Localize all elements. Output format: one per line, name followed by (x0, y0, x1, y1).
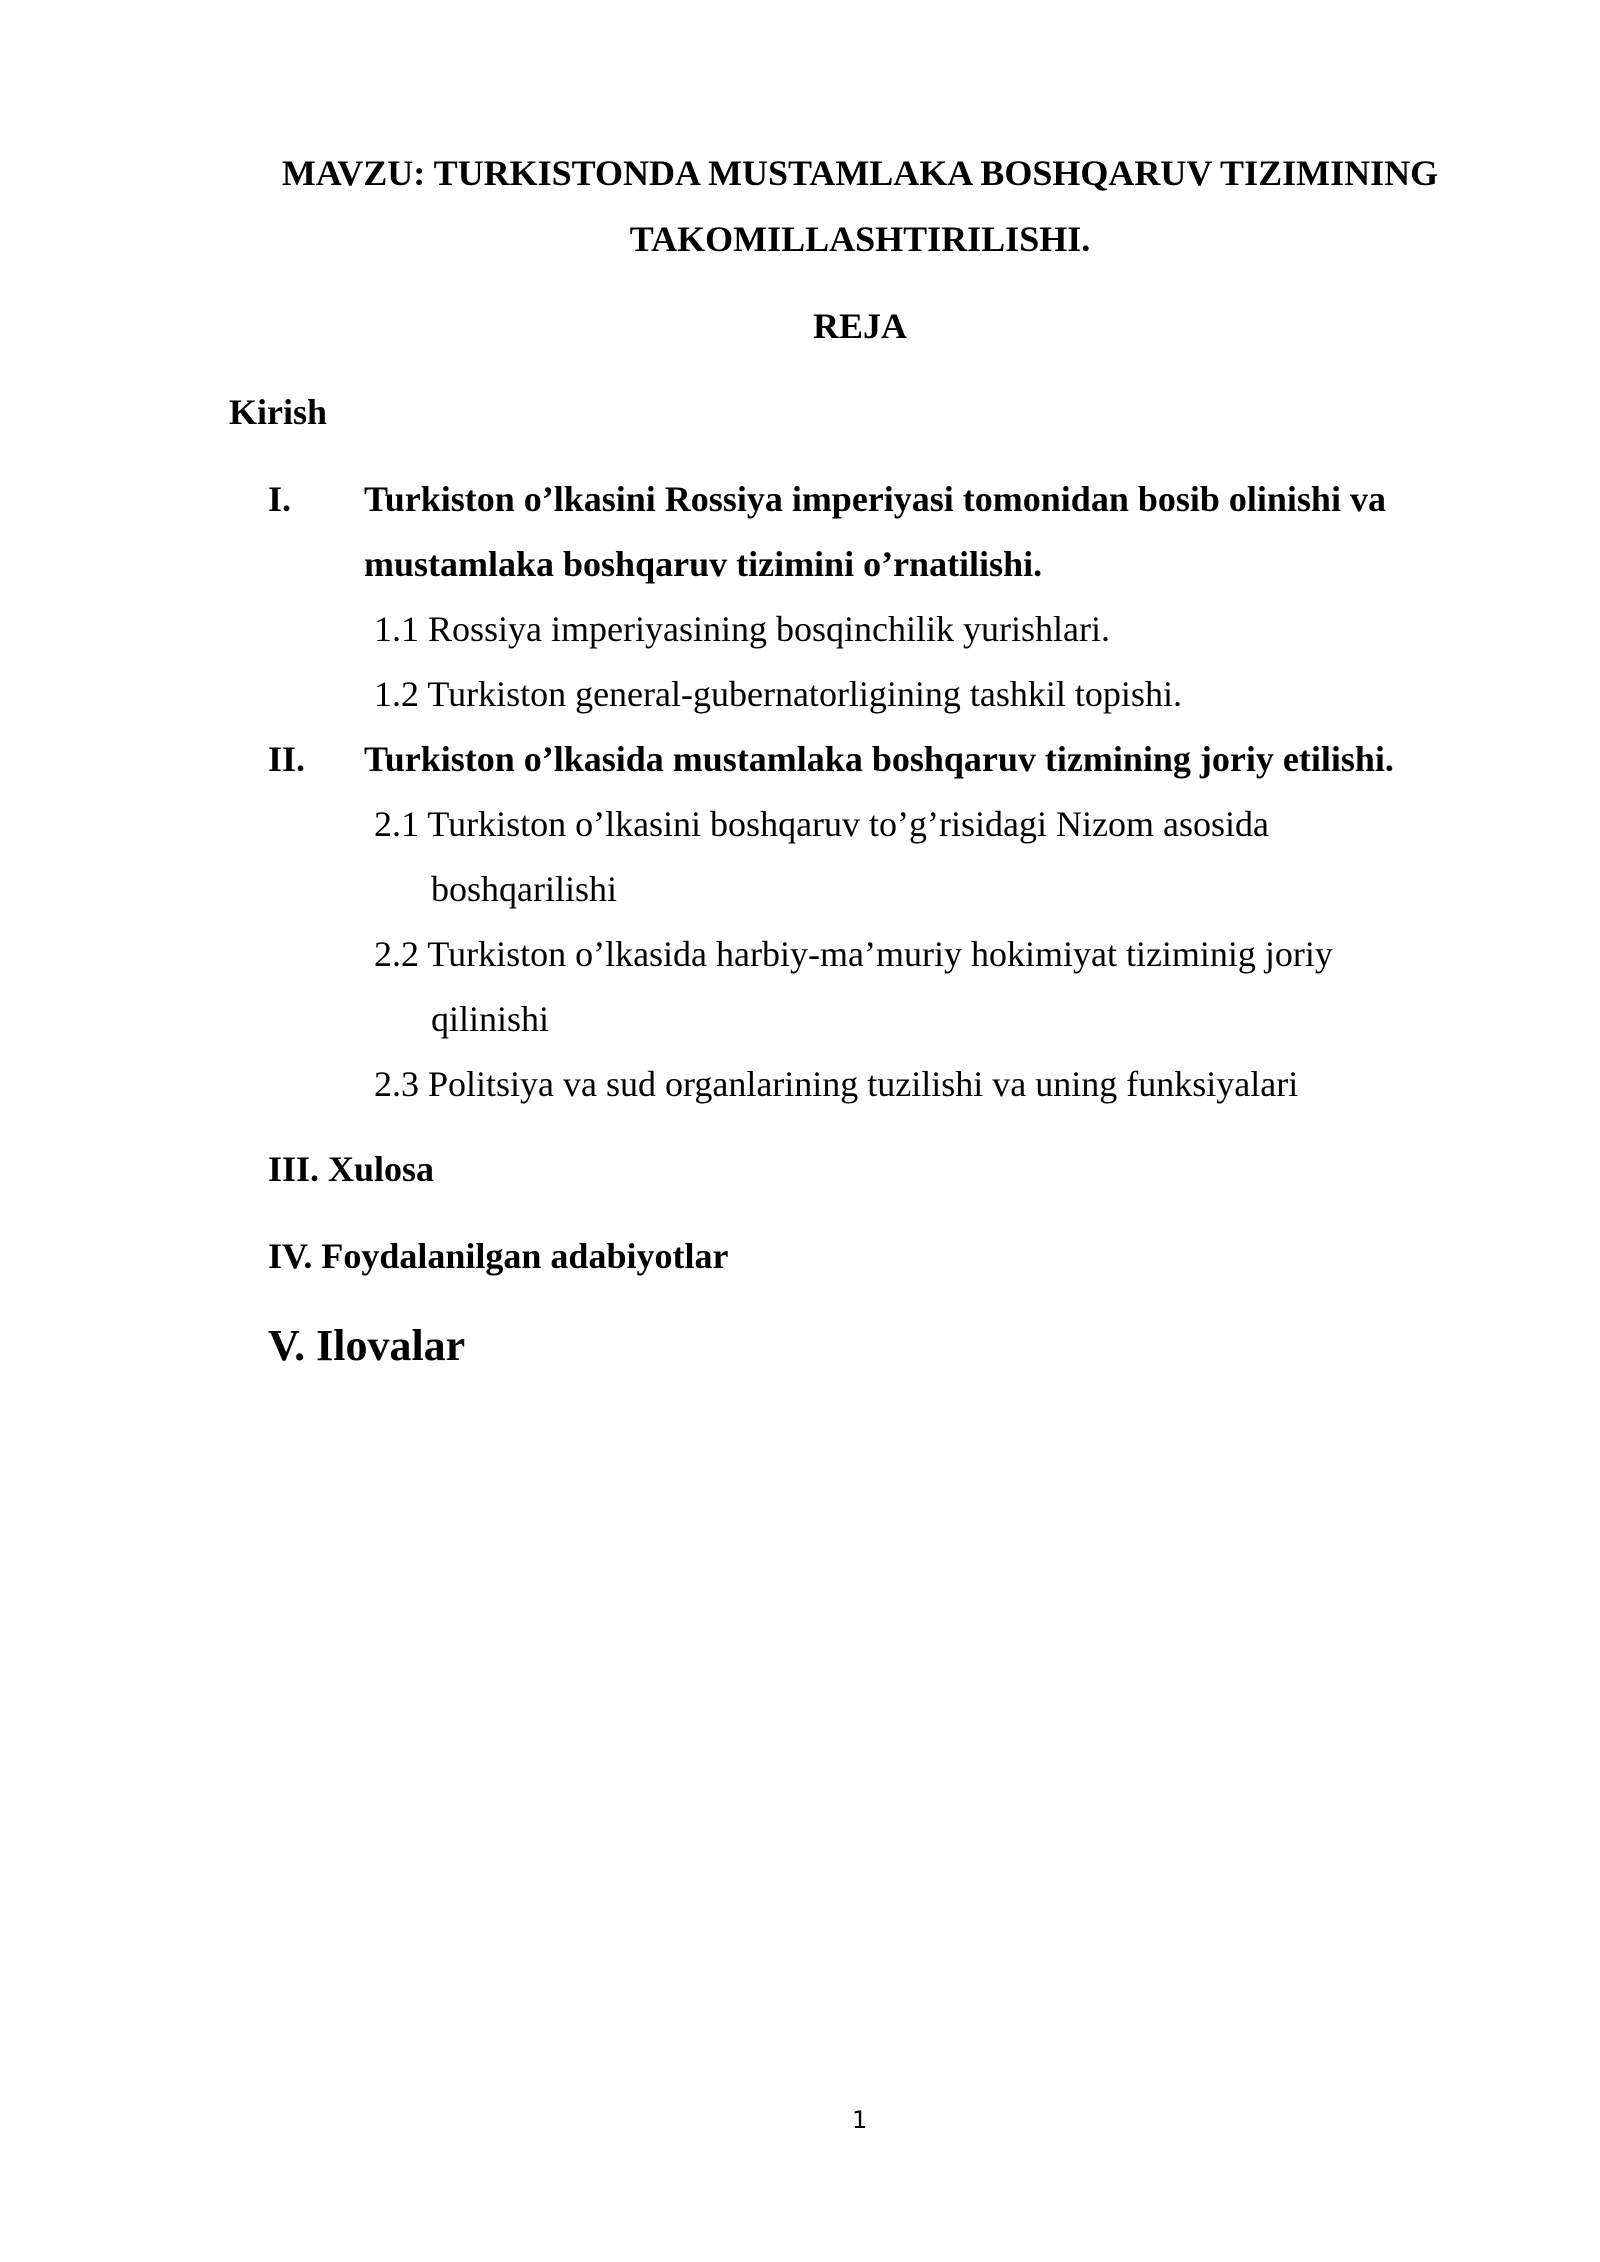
appendices-heading: V. Ilovalar (268, 1321, 466, 1370)
intro-heading: Kirish (229, 392, 328, 432)
section-2-item-2-line-2: qilinishi (431, 999, 550, 1039)
conclusion-heading: III. Xulosa (268, 1149, 435, 1189)
section-1-title-line-1: Turkiston o’lkasini Rossiya imperiyasi tomonidan bosib olinishi va (364, 479, 1386, 519)
document-title-line-1: MAVZU: TURKISTONDA MUSTAMLAKA BOSHQARUV TIZIMINING (281, 153, 1439, 193)
plan-heading: REJA (812, 306, 907, 346)
section-2-item-2-line-1: 2.2 Turkiston o’lkasida harbiy-ma’muriy hokimiyat tiziminig joriy (374, 934, 1333, 974)
document-title-line-2: TAKOMILLASHTIRILISHI. (629, 219, 1091, 259)
section-1-item-1: 1.1 Rossiya imperiyasining bosqinchilik yurishlari. (374, 609, 1110, 649)
section-2-item-1-line-1: 2.1 Turkiston o’lkasini boshqaruv to’g’risidagi Nizom asosida (374, 804, 1269, 844)
section-1-numeral: I. (268, 479, 292, 519)
section-2-item-3: 2.3 Politsiya va sud organlarining tuzilishi va uning funksiyalari (374, 1064, 1299, 1104)
section-1-title-line-2: mustamlaka boshqaruv tizimini o’rnatilishi. (364, 544, 1043, 584)
references-heading: IV. Foydalanilgan adabiyotlar (268, 1236, 729, 1276)
section-2-item-1-line-2: boshqarilishi (431, 869, 617, 909)
section-2-numeral: II. (268, 739, 306, 779)
section-1-item-2: 1.2 Turkiston general-gubernatorligining tashkil topishi. (374, 674, 1182, 714)
page-number: 1 (852, 2106, 868, 2134)
section-2-title: Turkiston o’lkasida mustamlaka boshqaruv tizmining joriy etilishi. (364, 739, 1394, 779)
